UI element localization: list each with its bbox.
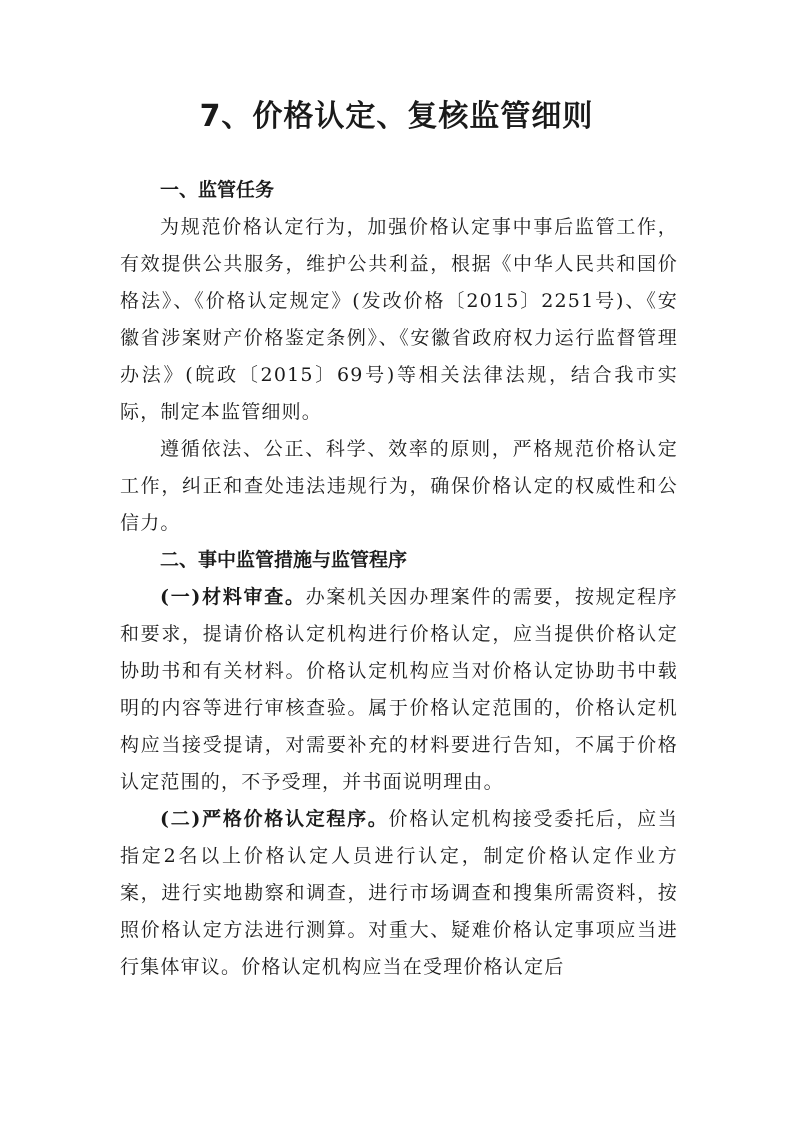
- item-text-2: 价格认定机构接受委托后，应当指定2名以上价格认定人员进行认定，制定价格认定作业方案，进行实地勘察和调查，进行市场调查和搜集所需资料，按照价格认定方法进行测算。对重大、疑难价格认定事项应当进行集体审议。价格认定机构应当在受理价格认定后: [120, 808, 678, 978]
- item-label-2: (二)严格价格认定程序。: [160, 808, 389, 830]
- item-text-1: 办案机关因办理案件的需要，按规定程序和要求，提请价格认定机构进行价格认定，应当提供价格认定协助书和有关材料。价格认定机构应当对价格认定协助书中载明的内容等进行审核查验。属于价格认定范围的，价格认定机构应当接受提请，对需要补充的材料要进行告知，不属于价格认定范围的，不予受理，并书面说明理由。: [120, 586, 678, 793]
- item-label-1: (一)材料审查。: [160, 586, 306, 608]
- paragraph-2: 遵循依法、公正、科学、效率的原则，严格规范价格认定工作，纠正和查处违法违规行为，确保价格认定的权威性和公信力。: [120, 438, 678, 534]
- paragraph-item-2: [120, 801, 678, 986]
- section-heading-2: 二、事中监管措施与监管程序: [160, 549, 408, 571]
- document-body: [120, 172, 678, 986]
- paragraph-1: 为规范价格认定行为，加强价格认定事中事后监管工作，有效提供公共服务，维护公共利益，根据《中华人民共和国价格法》、《价格认定规定》(发改价格〔2015〕2251号)、《安徽省涉案财产价格鉴定条例》、《安徽省政府权力运行监督管理办法》(皖政〔2015〕69号)等相关法律法规，结合我市实际，制定本监管细则。: [120, 216, 678, 423]
- document-title: 7、价格认定、复核监管细则: [199, 99, 594, 134]
- paragraph-item-1: [120, 579, 678, 801]
- section-heading-1: 一、监管任务: [160, 179, 275, 201]
